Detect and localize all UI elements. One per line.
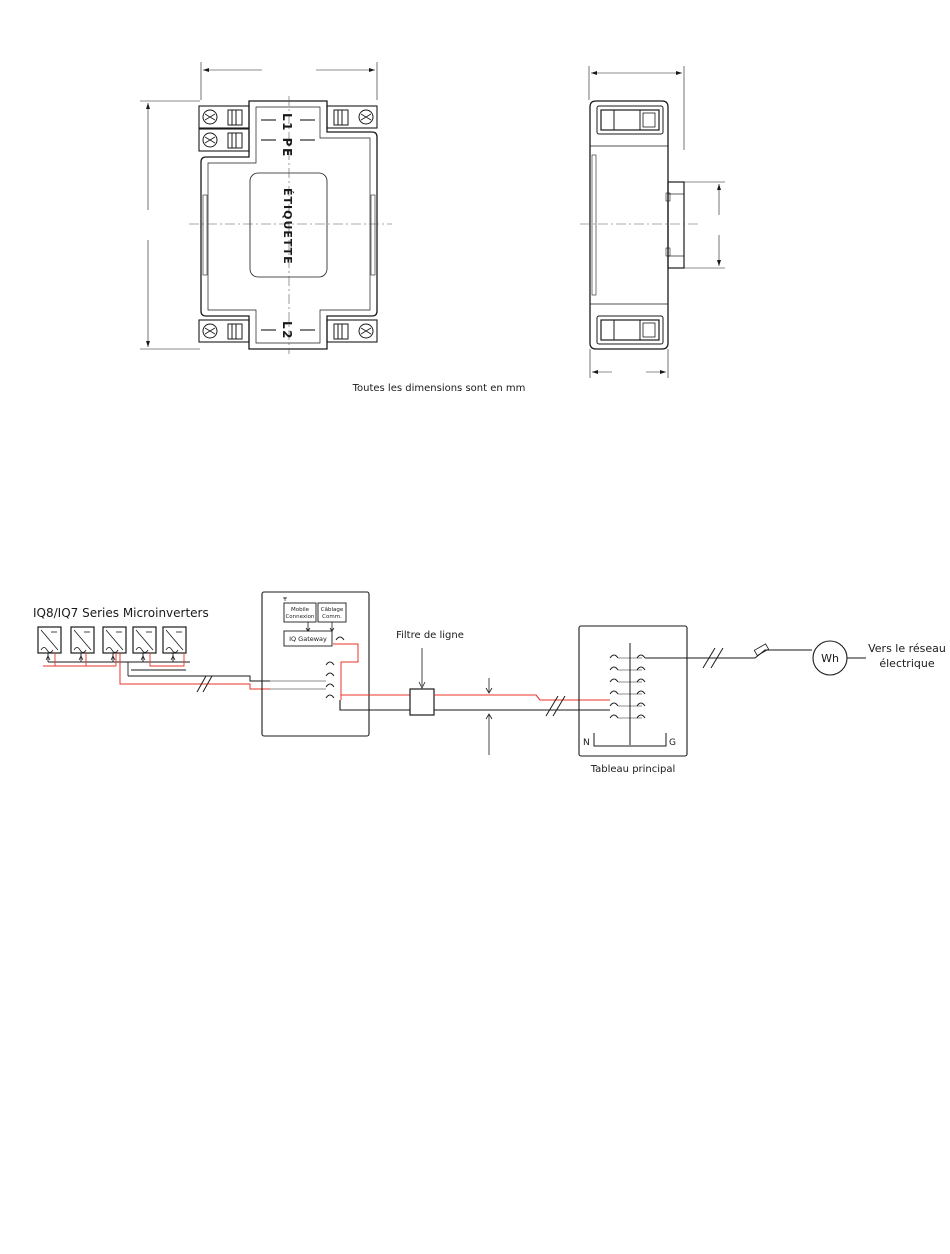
main-panel-neutral: N (583, 738, 590, 748)
microinverter-array (38, 627, 186, 653)
front-label-l1-pe: L1 PE (280, 113, 294, 158)
meter-label: Wh (821, 652, 839, 665)
microinverters-title: IQ8/IQ7 Series Microinverters (33, 606, 209, 620)
front-label-l2: L2 (280, 321, 294, 340)
cablage-comm-line2: Comm. (322, 614, 342, 620)
grid-label-line2: électrique (879, 657, 935, 670)
cablage-comm-line1: Câblage (320, 607, 344, 613)
side-view (580, 66, 725, 378)
main-panel-label: Tableau principal (590, 764, 676, 775)
front-view (140, 62, 392, 354)
iq-gateway-label: IQ Gateway (289, 635, 327, 643)
line-filter-label: Filtre de ligne (396, 630, 464, 641)
mobile-connexion-line2: Connexion (285, 614, 315, 620)
mobile-connexion-line1: Mobile (290, 607, 310, 613)
front-label-etiquette: ÉTIQUETTE (281, 188, 294, 265)
grid-label-line1: Vers le réseau (868, 642, 946, 655)
dimensions-note: Toutes les dimensions sont en mm (352, 383, 526, 394)
main-panel-ground: G (669, 738, 676, 748)
